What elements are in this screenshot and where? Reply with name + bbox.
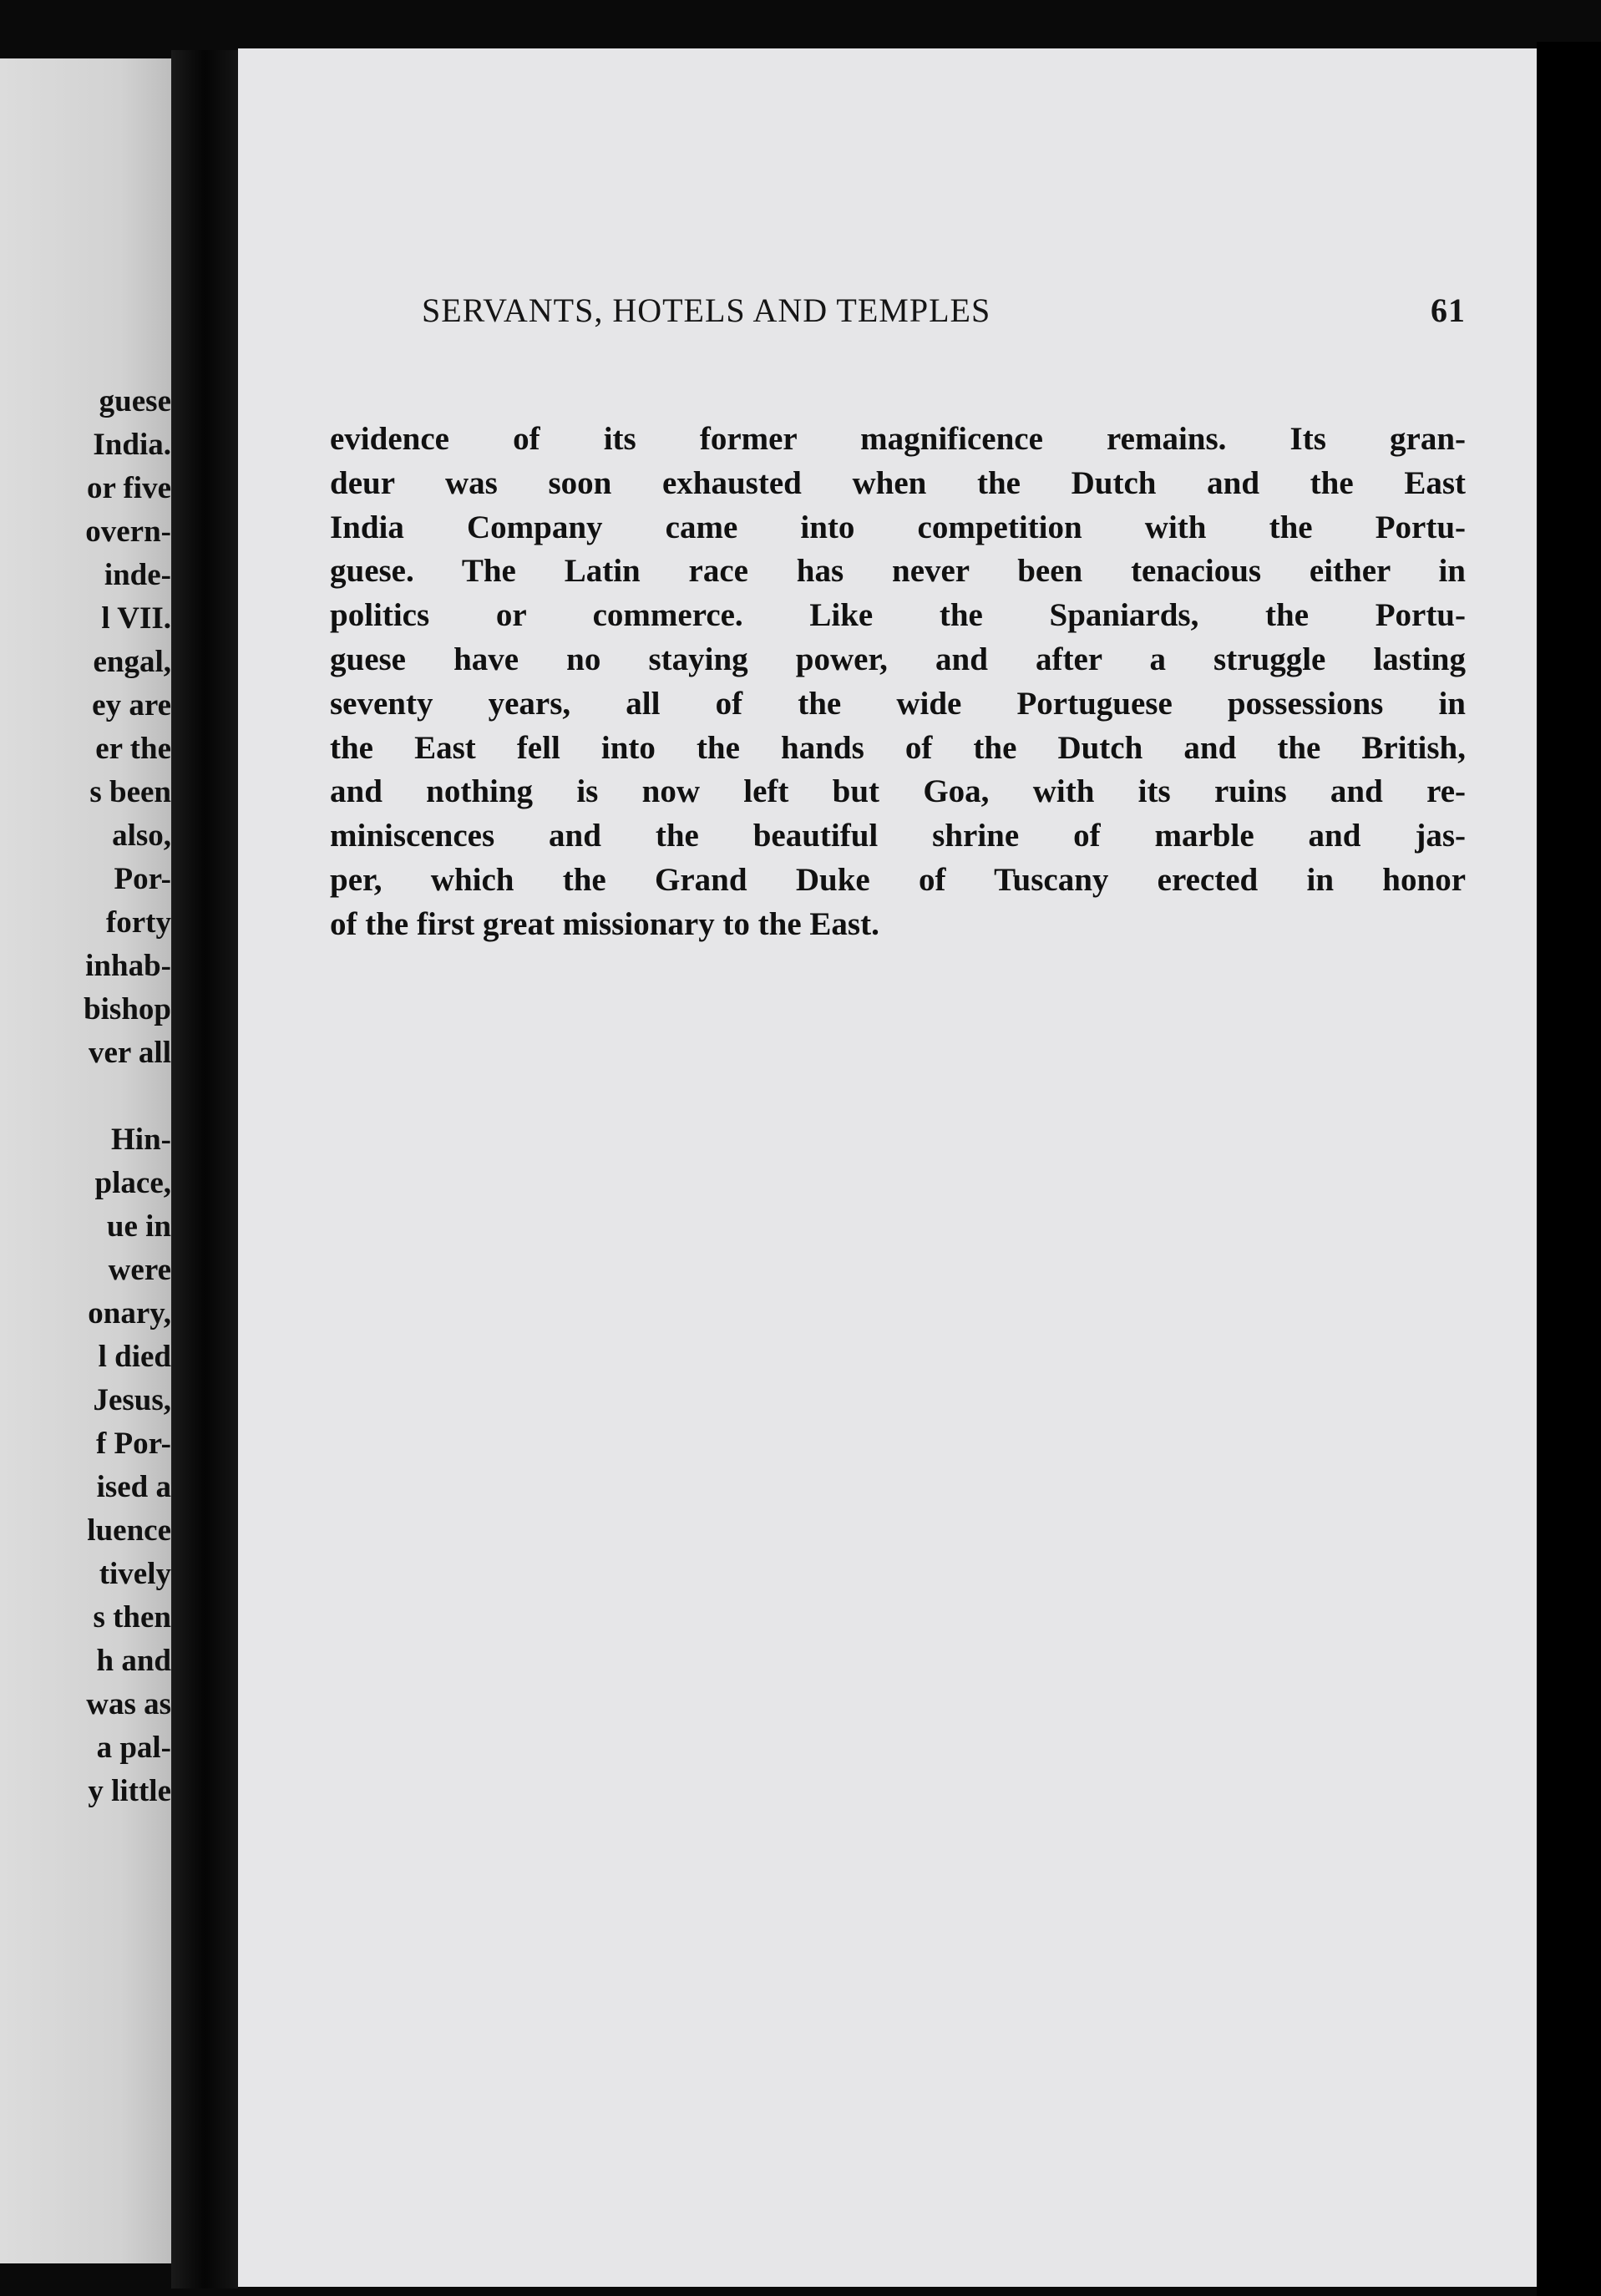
- facing-text-fragment: forty: [105, 905, 171, 940]
- facing-text-fragment: h and: [96, 1644, 171, 1678]
- facing-text-fragment: tively: [99, 1557, 171, 1591]
- facing-text-fragment: Por-: [114, 862, 171, 896]
- book-gutter: [171, 50, 238, 2288]
- text-line: seventy years, all of the wide Portuguese possessions in: [330, 685, 1466, 722]
- text-line: and nothing is now left but Goa, with its ruins and re-: [330, 773, 1466, 810]
- facing-text-fragment: ver all: [89, 1036, 171, 1070]
- text-line: politics or commerce. Like the Spaniards, the Portu-: [330, 597, 1466, 634]
- running-title: SERVANTS, HOTELS AND TEMPLES: [422, 291, 991, 329]
- facing-text-fragment: place,: [94, 1166, 171, 1200]
- facing-text-fragment: guese: [99, 384, 171, 418]
- facing-page-left: [0, 58, 171, 2263]
- scan-border-right: [1537, 42, 1601, 2296]
- body-text: [330, 418, 1466, 947]
- text-line: evidence of its former magnificence remains. Its gran-: [330, 421, 1466, 457]
- text-line: the East fell into the hands of the Dutch and the British,: [330, 729, 1466, 766]
- facing-text-fragment: India.: [93, 428, 171, 462]
- facing-text-fragment: luence: [87, 1513, 171, 1548]
- facing-text-fragment: Jesus,: [93, 1383, 171, 1417]
- facing-text-fragment: s been: [89, 775, 171, 809]
- facing-text-fragment: a pal-: [96, 1731, 171, 1765]
- facing-text-fragment: bishop: [84, 992, 171, 1026]
- facing-text-fragment: onary,: [88, 1296, 171, 1330]
- text-line: India Company came into competition with the Portu-: [330, 509, 1466, 545]
- facing-text-fragment: also,: [112, 819, 171, 853]
- facing-text-fragment: ised a: [96, 1470, 171, 1504]
- facing-text-fragment: was as: [86, 1687, 171, 1721]
- facing-page-text: [0, 380, 171, 1813]
- facing-text-fragment: inde-: [104, 558, 171, 592]
- facing-text-fragment: l VII.: [101, 601, 171, 636]
- facing-text-fragment: overn-: [85, 514, 171, 549]
- facing-text-fragment: were: [108, 1253, 171, 1287]
- text-line: guese have no staying power, and after a struggle lasting: [330, 641, 1466, 677]
- facing-text-fragment: ue in: [106, 1209, 171, 1244]
- book-page: [238, 48, 1537, 2287]
- facing-text-fragment: f Por-: [95, 1427, 171, 1461]
- facing-text-fragment: l died: [98, 1340, 171, 1374]
- page-number: 61: [1431, 291, 1466, 329]
- text-line: deur was soon exhausted when the Dutch and the East: [330, 464, 1466, 501]
- text-line: per, which the Grand Duke of Tuscany erected in honor: [330, 861, 1466, 898]
- facing-text-fragment: ey are: [92, 688, 171, 722]
- facing-text-fragment: [0, 1075, 171, 1118]
- facing-text-fragment: Hin-: [111, 1123, 171, 1157]
- facing-text-fragment: s then: [93, 1600, 171, 1635]
- facing-text-fragment: y little: [88, 1774, 171, 1808]
- running-head: [422, 291, 1466, 341]
- text-line: miniscences and the beautiful shrine of marble and jas-: [330, 818, 1466, 854]
- facing-text-fragment: er the: [95, 732, 171, 766]
- text-line: of the first great missionary to the East.: [330, 905, 879, 942]
- facing-text-fragment: inhab-: [85, 949, 171, 983]
- facing-text-fragment: engal,: [93, 645, 171, 679]
- facing-text-fragment: or five: [86, 471, 171, 505]
- text-line: guese. The Latin race has never been tenacious either in: [330, 553, 1466, 590]
